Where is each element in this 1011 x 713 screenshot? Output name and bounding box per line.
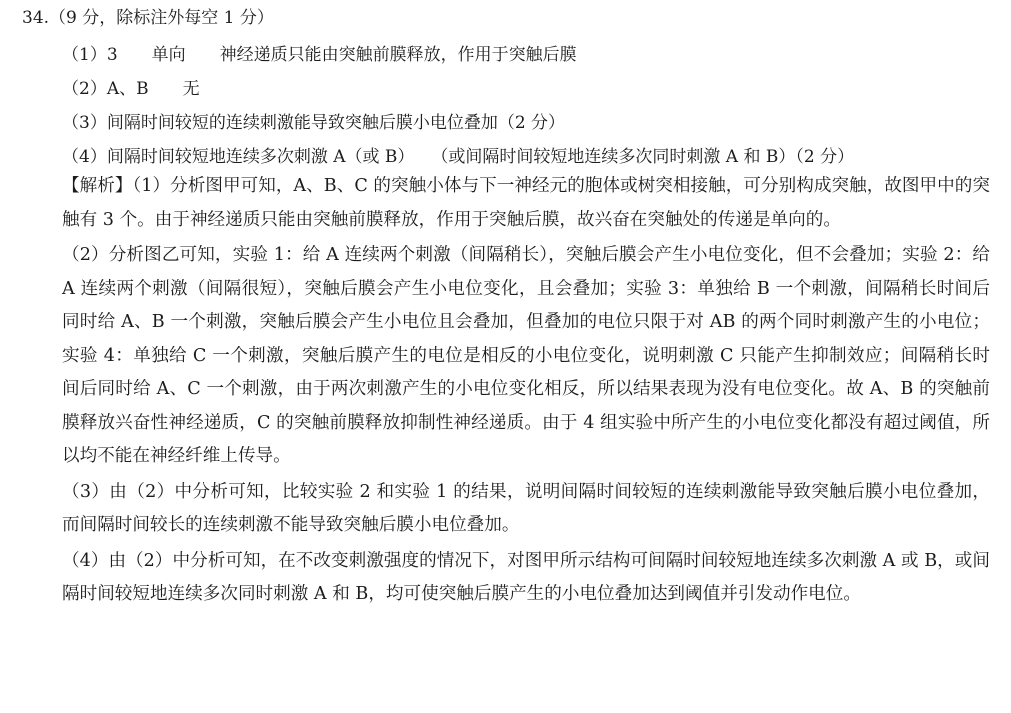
analysis-paragraph-3: （3）由（2）中分析可知，比较实验 2 和实验 1 的结果，说明间隔时间较短的连续刺激能导致突触后膜小电位叠加，而间隔时间较长的连续刺激不能导致突触后膜小电位叠加。 [62,481,990,535]
answer-1: （1）3 单向 神经递质只能由突触前膜释放，作用于突触后膜 [62,45,577,65]
answer-2: （2）A、B 无 [62,79,200,99]
answer-3: （3）间隔时间较短的连续刺激能导致突触后膜小电位叠加（2 分） [62,113,566,133]
analysis-paragraph-2: （2）分析图乙可知，实验 1：给 A 连续两个刺激（间隔稍长），突触后膜会产生小电位变化，但不会叠加；实验 2：给 A 连续两个刺激（间隔很短），突触后膜会产生小电位变化，且会叠加；实验 3：单独给 B 一个刺激，间隔稍长时间后同时给 A、B 一个刺激，突触后膜会产生小电位且会叠加，但叠加的电位只限于对 AB 的两个同时刺激产生的小电位；实验 4：单独给 C 一个刺激，突触后膜产生的电位是相反的小电位变化，说明刺激 C 只能产生抑制效应；间隔稍长时间后同时给 A、C 一个刺激，由于两次刺激产生的小电位变化相反，所以结果表现为没有电位变化。故 A、B 的突触前膜释放兴奋性神经递质，C 的突触前膜释放抑制性神经递质。由于 4 组实验中所产生的小电位变化都没有超过阈值，所以均不能在神经纤维上传导。 [62,245,990,466]
question-header: 34.（9 分，除标注外每空 1 分） [22,8,274,28]
analysis-paragraph-1: 【解析】（1）分析图甲可知，A、B、C 的突触小体与下一神经元的胞体或树突相接触，可分别构成突触，故图甲中的突触有 3 个。由于神经递质只能由突触前膜释放，作用于突触后膜，故兴奋在突触处的传递是单向的。 [62,176,990,230]
answer-list [62,38,992,174]
analysis-paragraph-4: （4）由（2）中分析可知，在不改变刺激强度的情况下，对图甲所示结构可间隔时间较短地连续多次刺激 A 或 B，或间隔时间较短地连续多次同时刺激 A 和 B，均可使突触后膜产生的小电位叠加达到阈值并引发动作电位。 [62,550,990,604]
analysis-section [62,170,990,614]
answer-4: （4）间隔时间较短地连续多次刺激 A（或 B） （或间隔时间较短地连续多次同时刺激 A 和 B）（2 分） [62,147,855,167]
